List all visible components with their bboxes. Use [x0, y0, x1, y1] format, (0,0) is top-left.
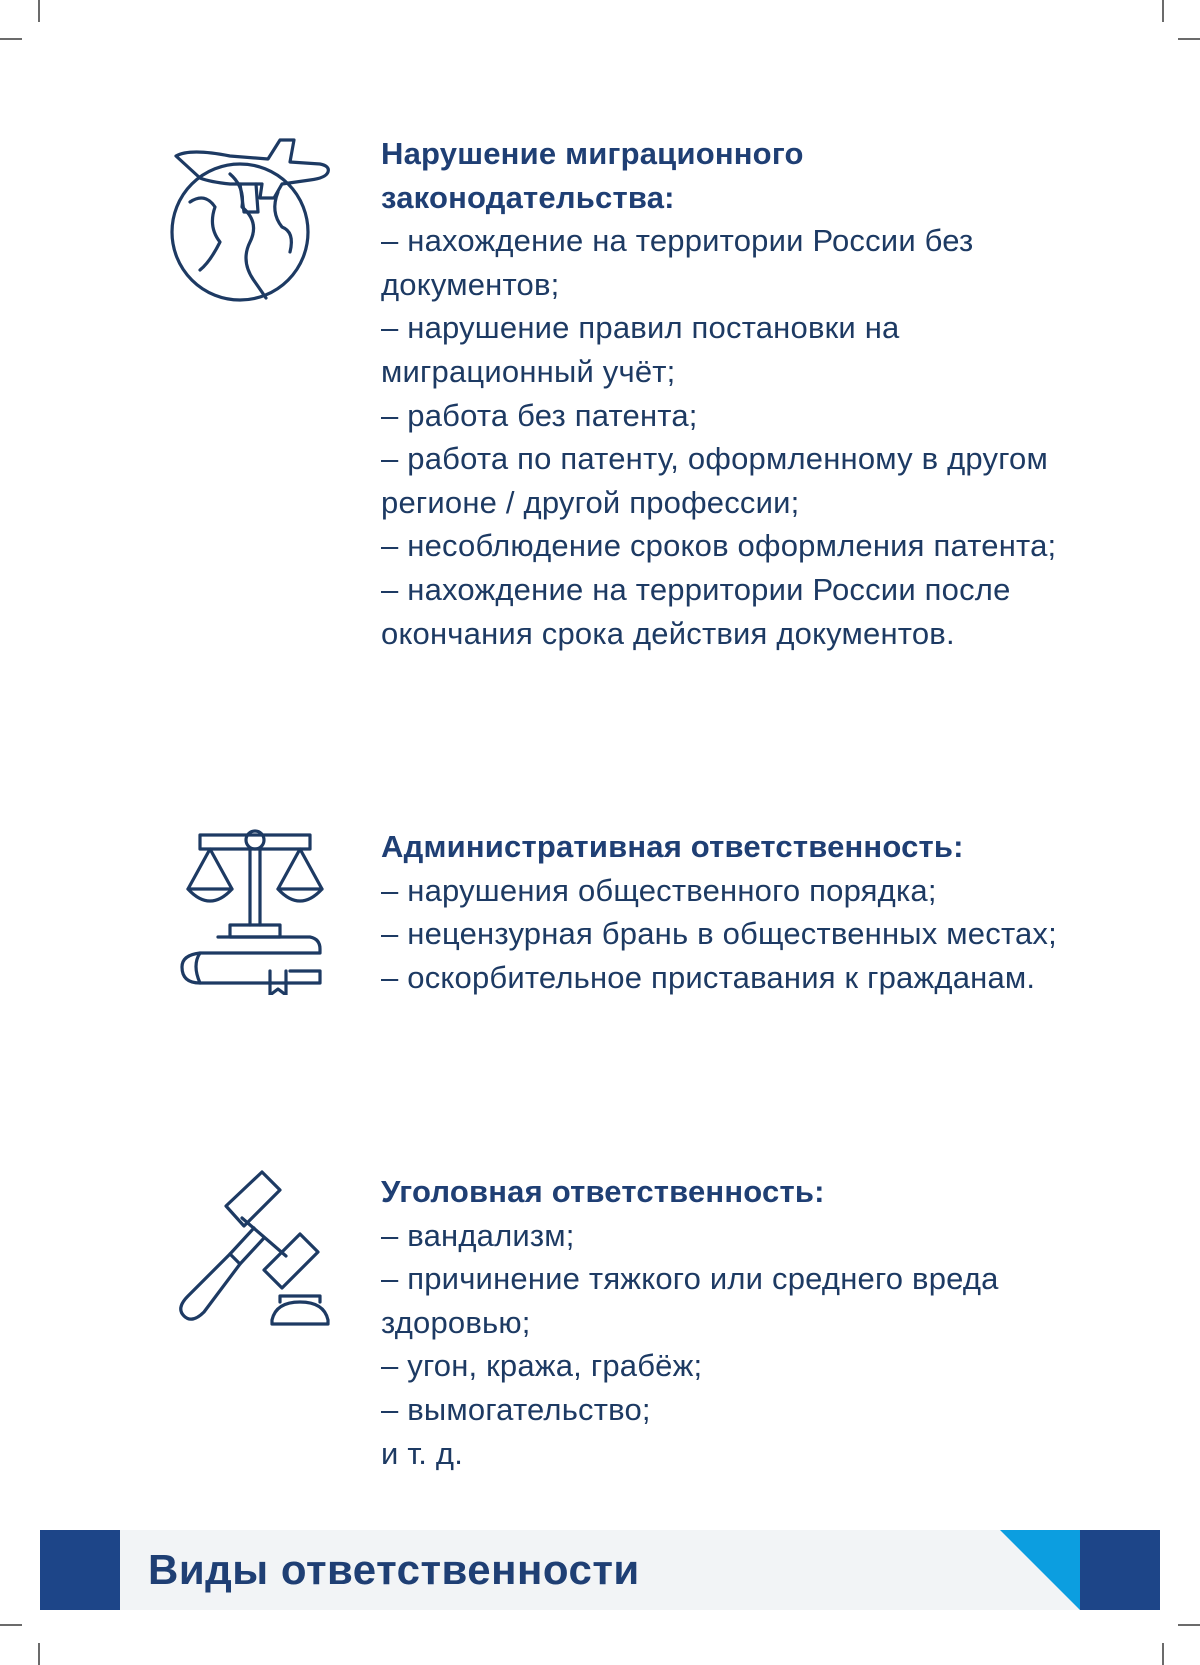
list-item: – нарушения общественного порядка; — [381, 872, 937, 908]
scales-books-icon — [170, 825, 340, 995]
criminal-text — [381, 1170, 1101, 1475]
globe-airplane-icon — [170, 132, 340, 302]
administrative-text — [381, 825, 1101, 999]
crop-mark — [1162, 1643, 1164, 1665]
crop-mark — [38, 0, 40, 22]
crop-mark — [1162, 0, 1164, 22]
migration-text — [381, 132, 1101, 655]
section-title: Уголовная ответственность: — [381, 1174, 825, 1209]
list-item: – нахождение на территории России без документов; — [381, 223, 974, 302]
item-list — [381, 219, 1101, 655]
list-item: – нецензурная брань в общественных местах; — [381, 916, 1057, 952]
footer-corner-graphic — [1000, 1530, 1160, 1610]
crop-mark — [38, 1643, 40, 1665]
item-list — [381, 869, 1101, 1000]
gavel-icon — [170, 1170, 340, 1340]
list-item: – нахождение на территории России после окончания срока действия документов. — [381, 571, 1011, 651]
list-item: – несоблюдение сроков оформления патента; — [381, 528, 1057, 564]
list-item: – работа по патенту, оформленному в другом регионе / другой профессии; — [381, 441, 1048, 520]
section-title: Административная ответственность: — [381, 829, 964, 864]
list-item: – вымогательство; — [381, 1391, 651, 1427]
crop-mark — [0, 1624, 22, 1626]
footer-banner — [0, 1530, 1200, 1610]
list-item: – вандализм; — [381, 1217, 575, 1253]
crop-mark — [0, 38, 22, 40]
list-item: – причинение тяжкого или среднего вреда здоровью; — [381, 1261, 999, 1340]
list-item: и т. д. — [381, 1435, 464, 1471]
list-item: – нарушение правил постановки на миграционный учёт; — [381, 310, 900, 389]
list-item: – угон, кража, грабёж; — [381, 1348, 703, 1384]
item-list — [381, 1214, 1101, 1476]
crop-mark — [1178, 1624, 1200, 1626]
footer-square — [40, 1530, 120, 1610]
section-title: Нарушение миграционного законодательства: — [381, 136, 804, 215]
list-item: – работа без патента; — [381, 397, 698, 433]
footer-title: Виды ответственности — [148, 1546, 640, 1593]
list-item: – оскорбительное приставания к гражданам. — [381, 959, 1036, 995]
section-administrative — [170, 825, 1100, 1095]
section-criminal — [170, 1170, 1100, 1480]
section-migration — [170, 132, 1100, 752]
crop-mark — [1178, 38, 1200, 40]
